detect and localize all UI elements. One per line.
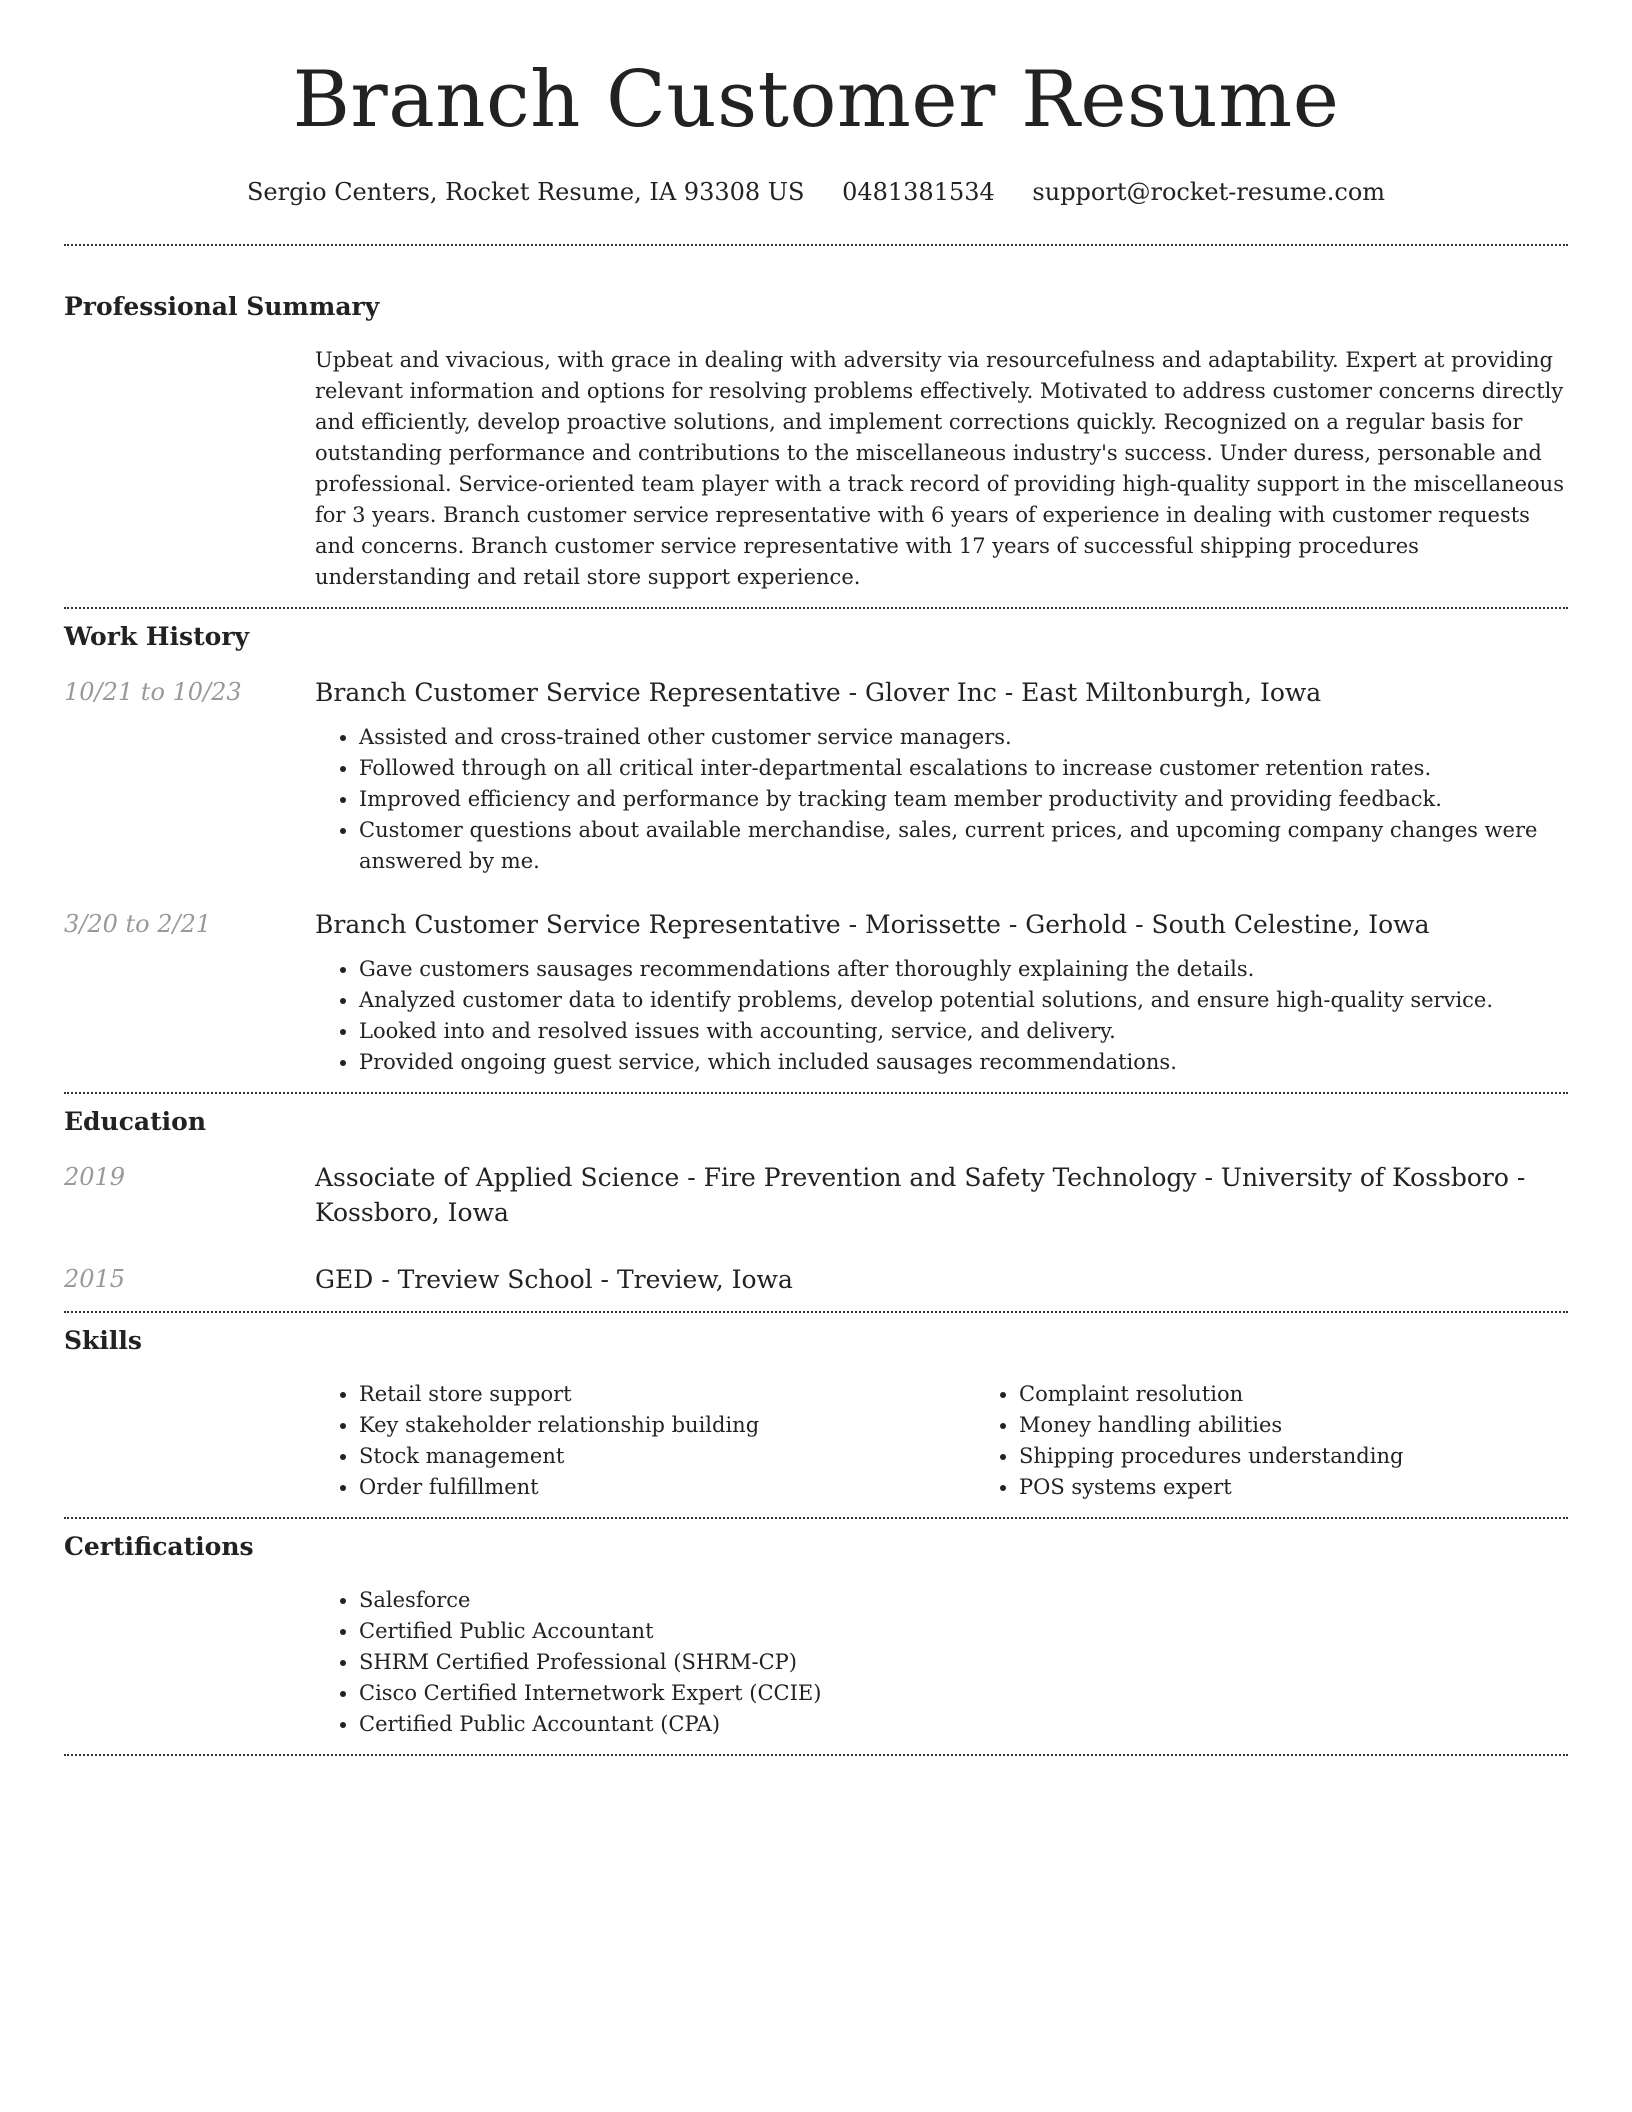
section-heading-work: Work History [64, 622, 250, 651]
contact-email: support@rocket-resume.com [1032, 178, 1386, 206]
list-item: • Key stakeholder relationship building [359, 1410, 975, 1441]
list-item: • Shipping procedures understanding [1019, 1441, 1403, 1472]
skills-list-2 [975, 1379, 1403, 1503]
summary-row [64, 345, 1568, 593]
job-body [315, 675, 1568, 877]
job-bullets [315, 722, 1568, 877]
list-item: • Complaint resolution [1019, 1379, 1403, 1410]
list-item: • Looked into and resolved issues with accounting, service, and delivery. [359, 1016, 1568, 1047]
education-section [64, 1106, 1568, 1297]
list-item: • Provided ongoing guest service, which included sausages recommendations. [359, 1047, 1568, 1078]
list-item: • POS systems expert [1019, 1472, 1403, 1503]
list-item: • Gave customers sausages recommendations after thoroughly explaining the details. [359, 954, 1568, 985]
job-dates: 10/21 to 10/23 [64, 678, 242, 706]
education-text: Associate of Applied Science - Fire Prevention and Safety Technology - University of Kossboro - Kossboro, Iowa [315, 1163, 1526, 1227]
summary-text: Upbeat and vivacious, with grace in dealing with adversity via resourcefulness and adaptability. Expert at providing relevant information and options for resolving problems effectively. Motivated to address customer concerns directly and efficiently, develop proactive solutions, and implement corrections quickly. Recognized on a regular basis for outstanding performance and contributions to the miscellaneous industry's success. Under duress, personable and professional. Service-oriented team player with a track record of providing high-quality support in the miscellaneous for 3 years. Branch customer service representative with 6 years of experience in dealing with customer requests and concerns. Branch customer service representative with 17 years of successful shipping procedures understanding and retail store support experience. [315, 348, 1564, 589]
job-title: Branch Customer Service Representative - Glover Inc - East Miltonburgh, Iowa [315, 678, 1322, 707]
certifications-section [64, 1531, 1568, 1740]
summary-section [64, 291, 1568, 593]
divider [64, 244, 1568, 246]
section-heading-skills: Skills [64, 1326, 142, 1355]
work-section [64, 621, 1568, 1078]
education-body [315, 1160, 1568, 1230]
contact-address: Sergio Centers, Rocket Resume, IA 93308 US [246, 178, 805, 206]
divider [64, 1517, 1568, 1519]
job-title: Branch Customer Service Representative - Morissette - Gerhold - South Celestine, Iowa [315, 910, 1430, 939]
summary-left-spacer [64, 345, 315, 593]
certifications-row [64, 1585, 1568, 1740]
skills-left-spacer [64, 1379, 315, 1503]
list-item: • Salesforce [359, 1585, 1568, 1616]
job-dates: 3/20 to 2/21 [64, 910, 212, 938]
divider [64, 607, 1568, 609]
education-text: GED - Treview School - Treview, Iowa [315, 1265, 793, 1294]
education-entry [64, 1262, 1568, 1297]
list-item: • Followed through on all critical inter-departmental escalations to increase customer retention rates. [359, 753, 1568, 784]
list-item: • Money handling abilities [1019, 1410, 1403, 1441]
education-entry [64, 1160, 1568, 1230]
job-body [315, 907, 1568, 1078]
education-year: 2015 [64, 1265, 126, 1293]
certifications-body [315, 1585, 1568, 1740]
list-item: • Cisco Certified Internetwork Expert (CCIE) [359, 1678, 1568, 1709]
certifications-list [315, 1585, 1568, 1740]
list-item: • Certified Public Accountant (CPA) [359, 1709, 1568, 1740]
section-heading-summary: Professional Summary [64, 292, 380, 321]
list-item: • Stock management [359, 1441, 975, 1472]
job-entry [64, 907, 1568, 1078]
section-heading-certifications: Certifications [64, 1532, 254, 1561]
list-item: • Customer questions about available merchandise, sales, current prices, and upcoming company changes were answered by me. [359, 815, 1568, 877]
skills-columns [315, 1379, 1568, 1503]
divider [64, 1754, 1568, 1756]
skills-row [64, 1379, 1568, 1503]
list-item: • SHRM Certified Professional (SHRM-CP) [359, 1647, 1568, 1678]
certifications-left-spacer [64, 1585, 315, 1740]
list-item: • Assisted and cross-trained other customer service managers. [359, 722, 1568, 753]
list-item: • Order fulfillment [359, 1472, 975, 1503]
resume-title: Branch Customer Resume [292, 55, 1340, 145]
education-year: 2019 [64, 1163, 126, 1191]
section-heading-education: Education [64, 1107, 207, 1136]
list-item: • Certified Public Accountant [359, 1616, 1568, 1647]
summary-body [315, 345, 1568, 593]
job-bullets [315, 954, 1568, 1078]
contact-line [64, 176, 1568, 208]
list-item: • Retail store support [359, 1379, 975, 1410]
skills-section [64, 1325, 1568, 1503]
skills-list-1 [315, 1379, 975, 1503]
divider [64, 1092, 1568, 1094]
education-body [315, 1262, 1568, 1297]
list-item: • Improved efficiency and performance by tracking team member productivity and providing feedback. [359, 784, 1568, 815]
job-entry [64, 675, 1568, 877]
divider [64, 1311, 1568, 1313]
contact-phone: 0481381534 [842, 178, 995, 206]
list-item: • Analyzed customer data to identify problems, develop potential solutions, and ensure high-quality service. [359, 985, 1568, 1016]
